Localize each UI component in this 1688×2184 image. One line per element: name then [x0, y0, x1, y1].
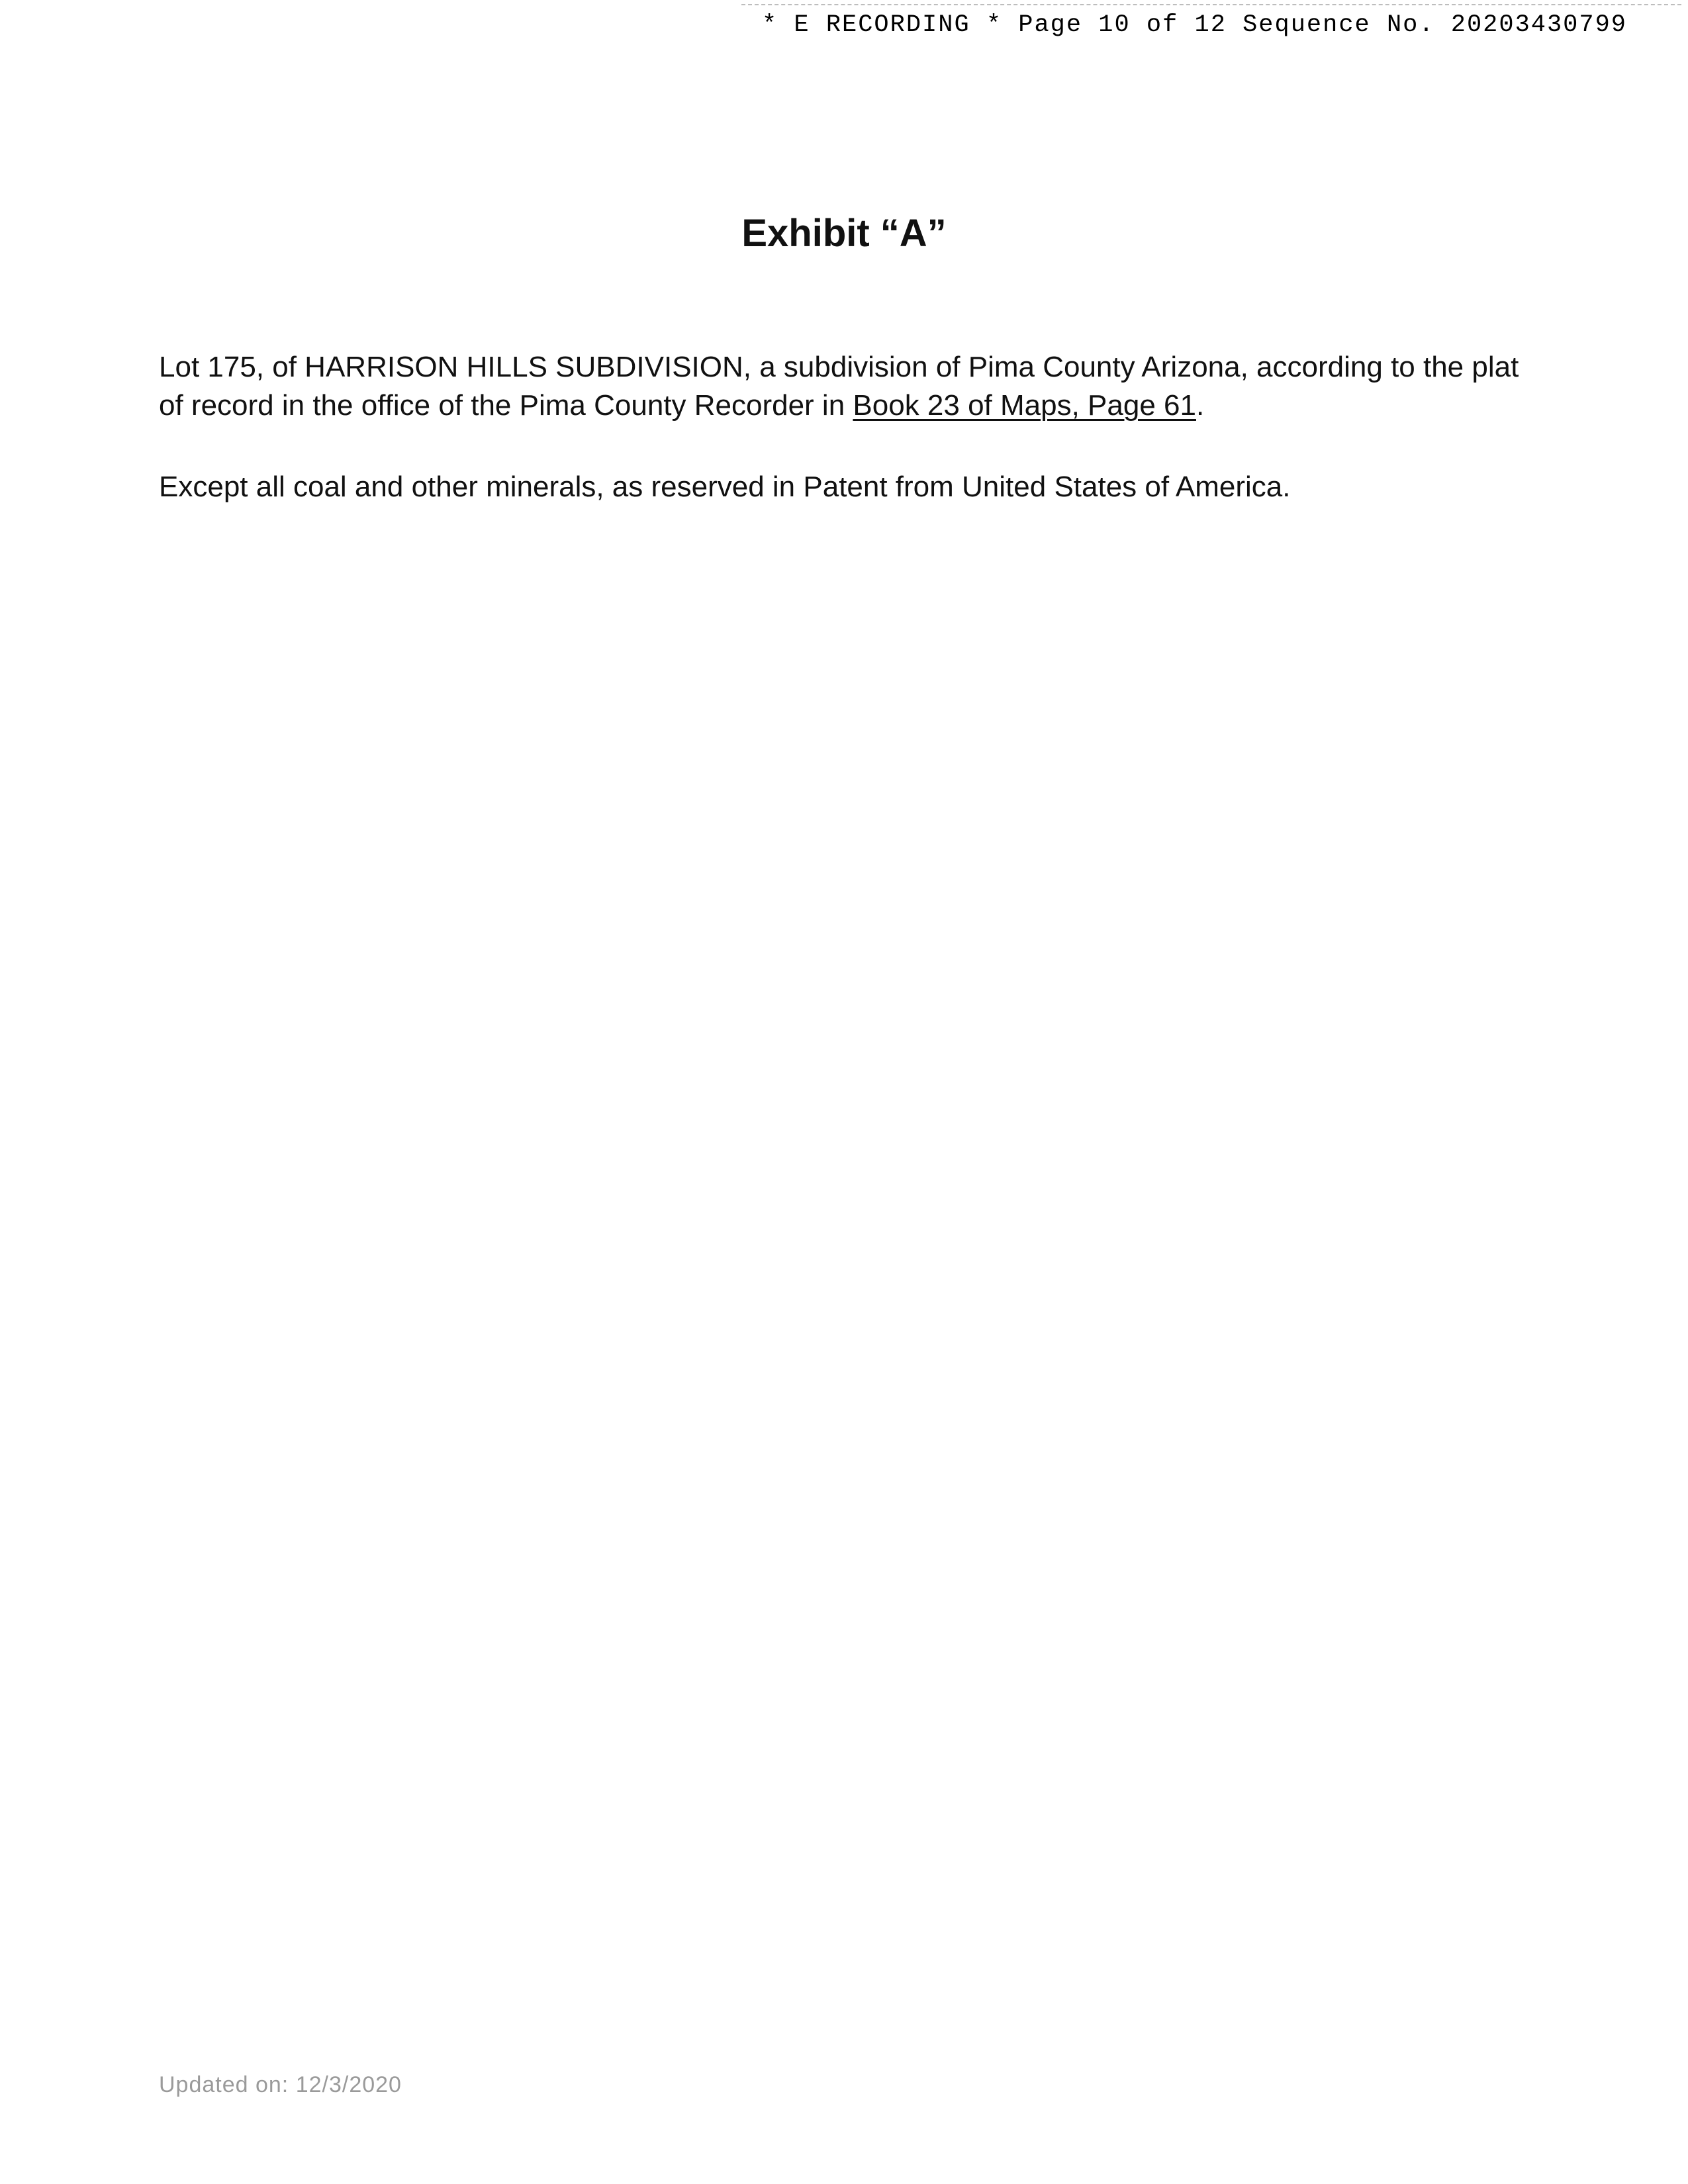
- top-divider: [741, 4, 1681, 5]
- mineral-exception: Except all coal and other minerals, as reserved in Patent from United States of America.: [159, 471, 1291, 503]
- updated-date: Updated on: 12/3/2020: [159, 2072, 402, 2097]
- legal-description: [159, 348, 1549, 425]
- legal-description-text: Lot 175, of HARRISON HILLS SUBDIVISION, a subdivision of Pima County Arizona, according to the plat of record in the office of the Pima County Recorder in: [159, 351, 1519, 422]
- recording-header: * E RECORDING * Page 10 of 12 Sequence No. 20203430799: [762, 11, 1627, 39]
- legal-description-end: .: [1196, 389, 1205, 422]
- map-book-reference: Book 23 of Maps, Page 61: [853, 389, 1196, 422]
- exhibit-title: Exhibit “A”: [741, 212, 947, 255]
